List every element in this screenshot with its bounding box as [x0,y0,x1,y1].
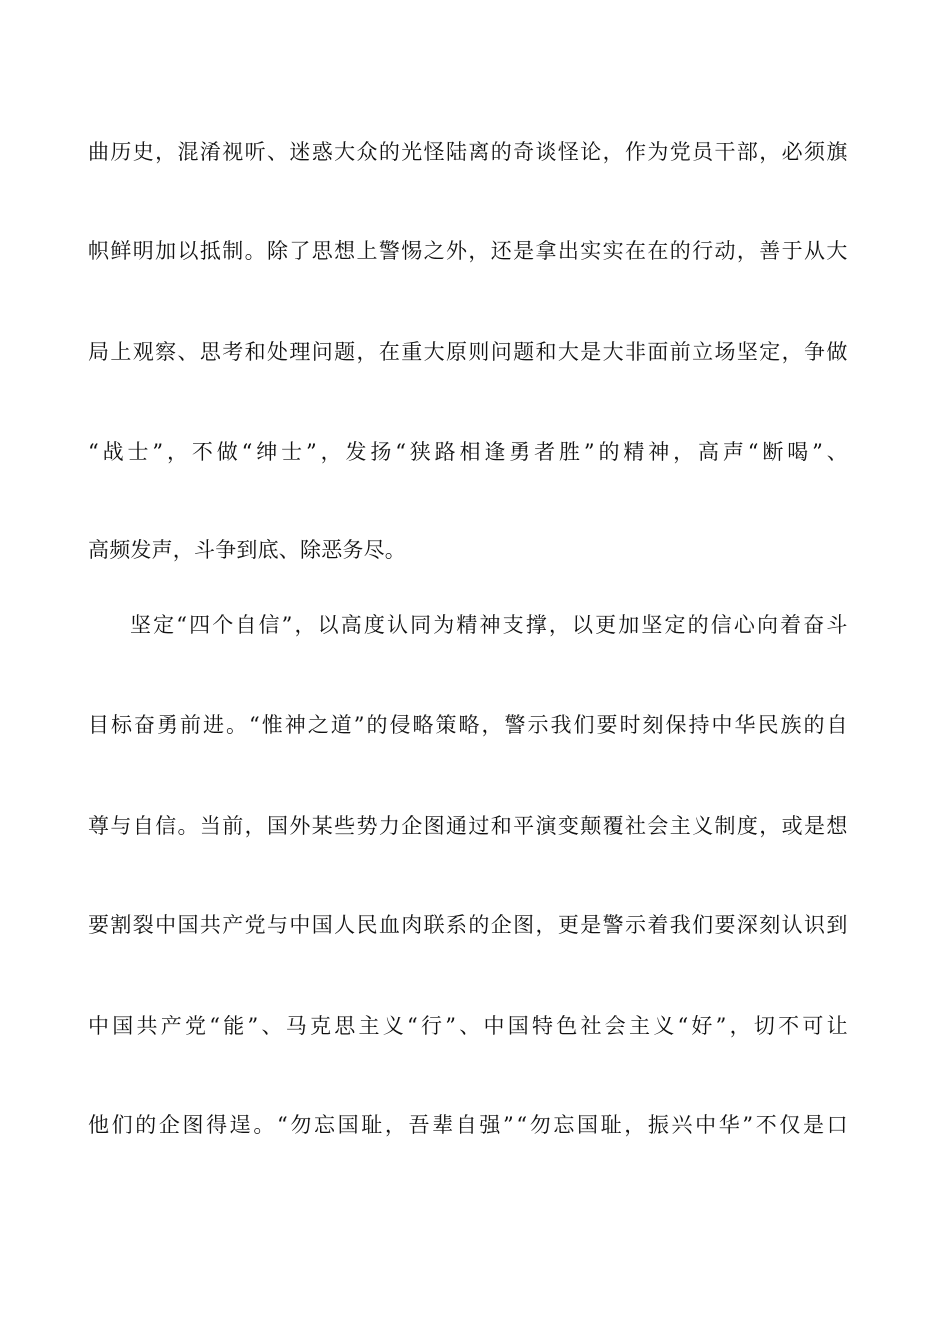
text-line: 他 们 的 企 图 得 逞 。 “ 勿 忘 国 耻 ， 吾 辈 自 强 ” “ 勿 忘 国 耻 ， 振 兴 中 华 ” 不 仅 是 口 [88,1113,848,1137]
text-line: 目 标 奋 勇 前 进 。 “ 惟 神 之 道 ” 的 侵 略 策 略 ， 警 示 我 们 要 时 刻 保 持 中 华 民 族 的 自 [88,713,848,737]
text-line: 高频发声，斗争到底、除恶务尽。 [88,538,406,562]
text-line: 要 割 裂 中 国 共 产 党 与 中 国 人 民 血 肉 联 系 的 企 图 ， 更 是 警 示 着 我 们 要 深 刻 认 识 到 [88,913,848,937]
text-line: 尊 与 自 信 。 当 前 ， 国 外 某 些 势 力 企 图 通 过 和 平 演 变 颠 覆 社 会 主 义 制 度 ， 或 是 想 [88,814,848,838]
text-line: 曲 历 史 ， 混 淆 视 听 、 迷 惑 大 众 的 光 怪 陆 离 的 奇 谈 怪 论 ， 作 为 党 员 干 部 ， 必 须 旗 [88,140,848,164]
text-line: “ 战 士 ” ， 不 做 “ 绅 士 ” ， 发 扬 “ 狭 路 相 逢 勇 者 胜 ” 的 精 神 ， 高 声 “ 断 喝 ” 、 [88,440,848,464]
text-line: 帜 鲜 明 加 以 抵 制 。 除 了 思 想 上 警 惕 之 外 ， 还 是 拿 出 实 实 在 在 的 行 动 ， 善 于 从 大 [88,239,848,263]
text-line: 局 上 观 察 、 思 考 和 处 理 问 题 ， 在 重 大 原 则 问 题 和 大 是 大 非 面 前 立 场 坚 定 ， 争 做 [88,340,848,364]
text-line: 中 国 共 产 党 “ 能 ” 、 马 克 思 主 义 “ 行 ” 、 中 国 特 色 社 会 主 义 “ 好 ” ， 切 不 可 让 [88,1014,848,1038]
paragraph-first-line: 坚 定 “ 四 个 自 信 ” ， 以 高 度 认 同 为 精 神 支 撑 ， 以 更 加 坚 定 的 信 心 向 着 奋 斗 [130,613,848,637]
